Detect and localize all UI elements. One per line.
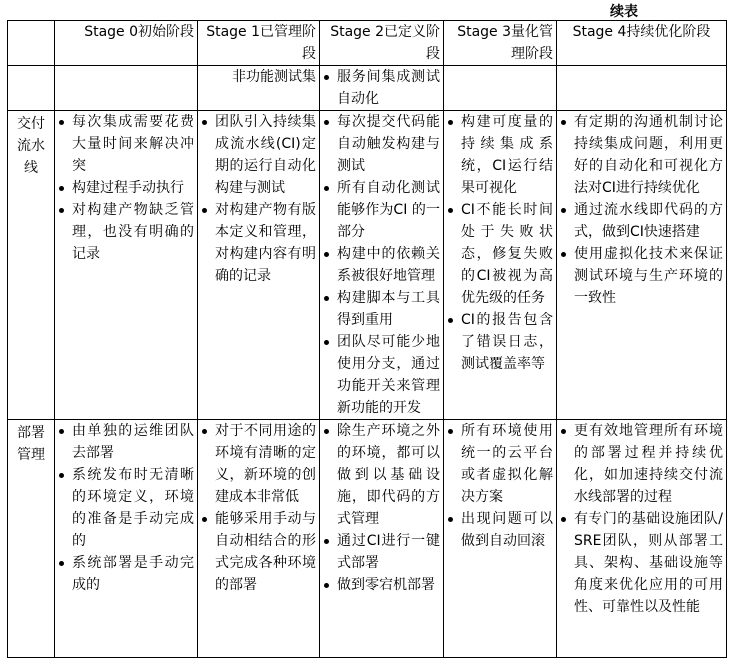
bullet-list [447,420,553,552]
list-item: CI不能长时间处于失败状态，修复失败的CI被视为高优先级的任务 [447,199,553,309]
list-item: 构建脚本与工具得到重用 [323,287,440,331]
table-row-deployment-management [8,420,727,658]
list-item: 构建过程手动执行 [58,177,194,199]
bullet-list [201,111,316,287]
table-caption: 续表 [610,4,638,20]
cell-stage3 [444,111,557,420]
list-item: 有专门的基础设施团队/SRE团队，则从部署工具、架构、基础设施等角度来优化应用的可用性、可靠性以及性能 [560,508,723,618]
list-item: 对构建产物缺乏管理，也没有明确的记录 [58,199,194,265]
list-item: 出现问题可以做到自动回滚 [447,508,553,552]
list-item: 服务间集成测试自动化 [323,66,440,110]
cell-stage4 [557,420,727,658]
bullet-list [323,420,440,596]
header-stage4: Stage 4持续优化阶段 [557,21,727,66]
list-item: 所有环境使用统一的云平台或者虚拟化解决方案 [447,420,553,508]
list-item: 能够采用手动与自动相结合的形式完成各种环境的部署 [201,508,316,596]
header-cell-empty [8,21,55,66]
list-item: 每次集成需要花费大量时间来解决冲突 [58,111,194,177]
cell-stage4 [557,111,727,420]
list-item: 系统发布时无清晰的环境定义，环境的准备是手动完成的 [58,464,194,552]
bullet-list [58,420,194,596]
bullet-list [323,66,440,110]
empty-cell [55,66,198,111]
cell-stage2 [320,420,444,658]
bullet-list [560,111,723,309]
empty-cell [8,66,55,111]
cell-stage1 [198,111,320,420]
list-item: 更有效地管理所有环境的部署过程并持续优化，如加速持续交付流水线部署的过程 [560,420,723,508]
list-item: CI的报告包含了错误日志，测试覆盖率等 [447,309,553,375]
stage2-continued [320,66,444,111]
cell-stage0 [55,420,198,658]
header-stage1: Stage 1已管理阶段 [198,21,320,66]
cell-stage1 [198,420,320,658]
list-item: 有定期的沟通机制讨论持续集成问题，利用更好的自动化和可视化方法对CI进行持续优化 [560,111,723,199]
header-stage3: Stage 3量化管理阶段 [444,21,557,66]
continuation-row [8,66,727,111]
row-label: 部署管理 [8,420,55,658]
header-row [8,21,727,66]
bullet-list [560,420,723,618]
bullet-list [201,420,316,596]
row-label: 交付流水线 [8,111,55,420]
list-item: 对于不同用途的环境有清晰的定义，新环境的创建成本非常低 [201,420,316,508]
empty-cell [444,66,557,111]
bullet-list [58,111,194,265]
list-item: 由单独的运维团队去部署 [58,420,194,464]
list-item: 构建可度量的持续集成系统，CI运行结果可视化 [447,111,553,199]
list-item: 做到零宕机部署 [323,574,440,596]
empty-cell [557,66,727,111]
maturity-table [7,20,727,658]
cell-stage2 [320,111,444,420]
bullet-list [323,111,440,419]
list-item: 系统部署是手动完成的 [58,552,194,596]
cell-stage0 [55,111,198,420]
cell-stage3 [444,420,557,658]
bullet-list [447,111,553,375]
list-item: 通过CI进行一键式部署 [323,530,440,574]
list-item: 每次提交代码能自动触发构建与测试 [323,111,440,177]
header-stage0: Stage 0初始阶段 [55,21,198,66]
list-item: 对构建产物有版本定义和管理，对构建内容有明确的记录 [201,199,316,287]
table-row-delivery-pipeline [8,111,727,420]
stage1-continued [198,66,320,111]
list-item: 通过流水线即代码的方式，做到CI快速搭建 [560,199,723,243]
list-item: 除生产环境之外的环境，都可以做到以基础设施，即代码的方式管理 [323,420,440,530]
list-item: 所有自动化测试能够作为CI 的一部分 [323,177,440,243]
list-item: 使用虚拟化技术来保证测试环境与生产环境的一致性 [560,243,723,309]
list-item: 构建中的依赖关系被很好地管理 [323,243,440,287]
cell-text: 非功能测试集 [232,69,316,85]
list-item: 团队尽可能少地使用分支，通过功能开关来管理新功能的开发 [323,331,440,419]
list-item: 团队引入持续集成流水线(CI)定期的运行自动化构建与测试 [201,111,316,199]
header-stage2: Stage 2已定义阶段 [320,21,444,66]
